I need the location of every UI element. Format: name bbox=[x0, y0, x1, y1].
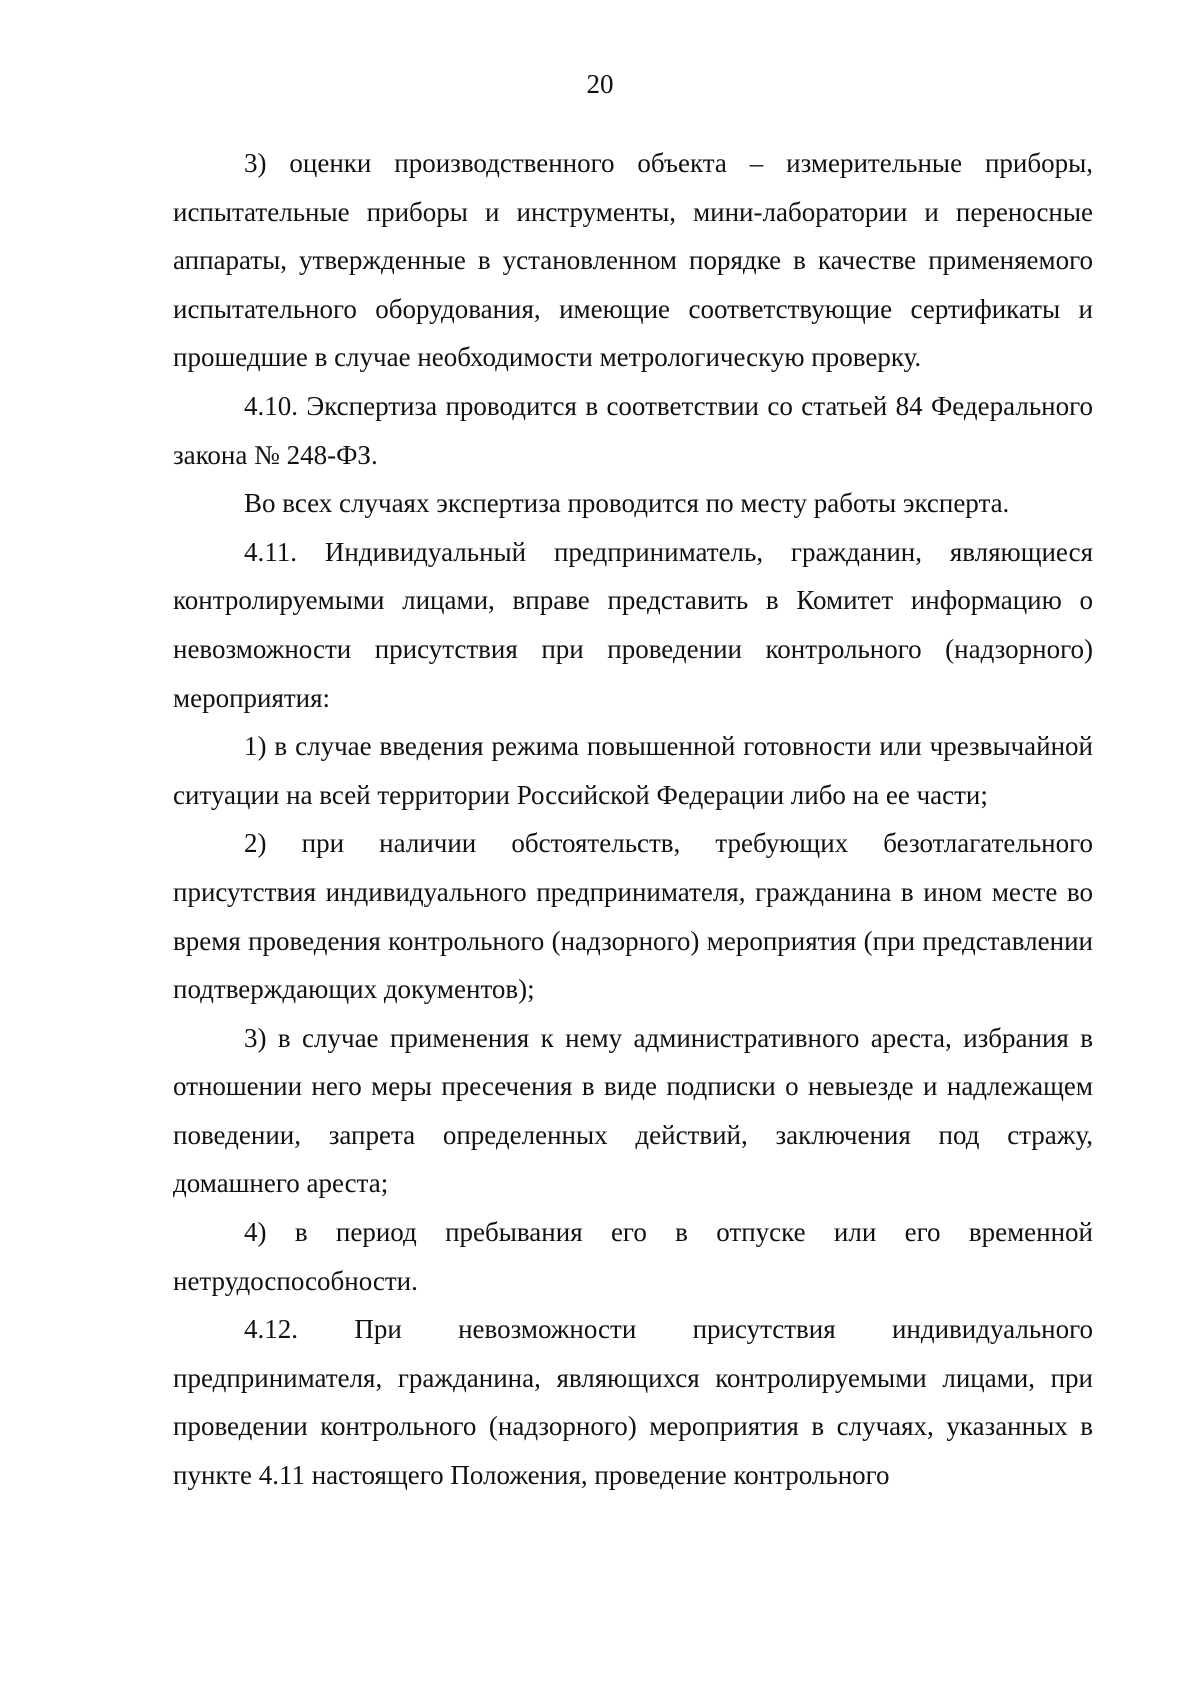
paragraph-4-12: 4.12. При невозможности присутствия индивидуального предпринимателя, гражданина, являющихся контролируемыми лицами, при проведении контрольного (надзорного) мероприятия в случаях, указанных в пункте 4.11 настоящего Положения, проведение контрольного bbox=[173, 1314, 1093, 1491]
list-item-3: 3) в случае применения к нему административного ареста, избрания в отношении него меры пресечения в виде подписки о невыезде и надлежащем поведении, запрета определенных действий, заключения под стражу, домашнего ареста; bbox=[173, 1022, 1093, 1199]
paragraph-4-10: 4.10. Экспертиза проводится в соответствии со статьей 84 Федерального закона № 248-ФЗ. bbox=[173, 390, 1093, 470]
paragraph-item-3-assessment: 3) оценки производственного объекта – измерительные приборы, испытательные приборы и инструменты, мини-лаборатории и переносные аппараты, утвержденные в установленном порядке в качестве применяемого испытательного оборудования, имеющие соответствующие сертификаты и прошедшие в случае необходимости метрологическую проверку. bbox=[173, 148, 1093, 373]
document-body bbox=[173, 139, 1093, 1500]
page-number: 20 bbox=[586, 69, 614, 99]
paragraph-4-11: 4.11. Индивидуальный предприниматель, гражданин, являющиеся контролируемыми лицами, вправе представить в Комитет информацию о невозможности присутствия при проведении контрольного (надзорного) мероприятия: bbox=[173, 536, 1093, 713]
paragraph-expertise-location: Во всех случаях экспертиза проводится по месту работы эксперта. bbox=[244, 488, 1010, 519]
list-item-2: 2) при наличии обстоятельств, требующих безотлагательного присутствия индивидуального предпринимателя, гражданина в ином месте во время проведения контрольного (надзорного) мероприятия (при представлении подтверждающих документов); bbox=[173, 828, 1093, 1005]
list-item-1: 1) в случае введения режима повышенной готовности или чрезвычайной ситуации на всей территории Российской Федерации либо на ее части; bbox=[173, 731, 1093, 810]
list-item-4: 4) в период пребывания его в отпуске или его временной нетрудоспособности. bbox=[173, 1217, 1093, 1296]
